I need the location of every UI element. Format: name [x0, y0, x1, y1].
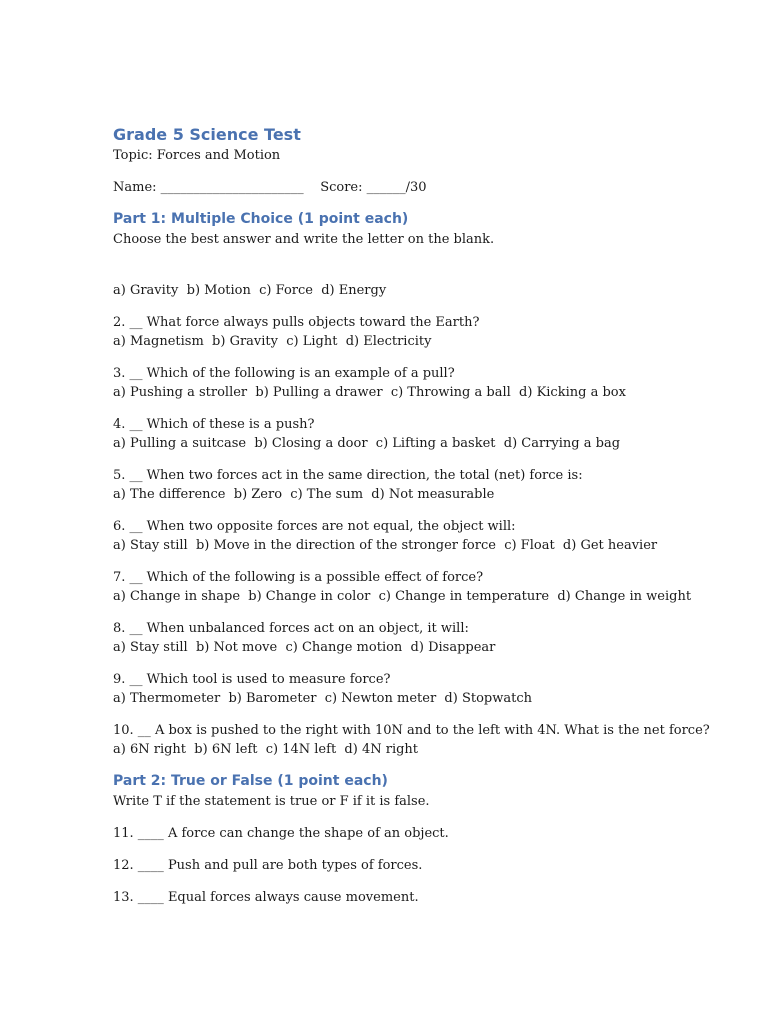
question-options: a) 6N right b) 6N left c) 14N left d) 4N right [113, 742, 419, 757]
question-4 [113, 415, 733, 453]
question-5 [113, 466, 733, 504]
part1-heading: Part 1: Multiple Choice (1 point each) [113, 211, 409, 227]
question-options: a) Pushing a stroller b) Pulling a drawer c) Throwing a ball d) Kicking a box [113, 385, 626, 400]
question-10 [113, 721, 733, 759]
name-score-line: Name: ______________________ Score: ______/30 [113, 180, 427, 195]
question-text: 4. __ Which of these is a push? [113, 417, 315, 432]
true-false-item-11: 11. ____ A force can change the shape of an object. [113, 826, 449, 841]
question-text: 3. __ Which of the following is an example of a pull? [113, 366, 455, 381]
question-options: a) Thermometer b) Barometer c) Newton meter d) Stopwatch [113, 691, 532, 706]
question-9 [113, 670, 733, 708]
question-options: a) Stay still b) Move in the direction of the stronger force c) Float d) Get heavier [113, 538, 658, 553]
true-false-item-12: 12. ____ Push and pull are both types of forces. [113, 858, 423, 873]
topic-line: Topic: Forces and Motion [113, 148, 281, 163]
test-document [113, 124, 733, 907]
part2-heading: Part 2: True or False (1 point each) [113, 773, 388, 789]
page-title: Grade 5 Science Test [113, 125, 301, 144]
question-options: a) The difference b) Zero c) The sum d) Not measurable [113, 487, 495, 502]
part1-instructions: Choose the best answer and write the letter on the blank. [113, 232, 495, 247]
question-options: a) Magnetism b) Gravity c) Light d) Electricity [113, 334, 432, 349]
question-text: 9. __ Which tool is used to measure force? [113, 672, 391, 687]
question-text: 10. __ A box is pushed to the right with 10N and to the left with 4N. What is the net force? [113, 723, 710, 738]
question-text: 2. __ What force always pulls objects toward the Earth? [113, 315, 480, 330]
true-false-item-13: 13. ____ Equal forces always cause movement. [113, 890, 419, 905]
question-8 [113, 619, 733, 657]
question-options: a) Change in shape b) Change in color c) Change in temperature d) Change in weight [113, 589, 692, 604]
question-text: 8. __ When unbalanced forces act on an object, it will: [113, 621, 469, 636]
part2-instructions: Write T if the statement is true or F if it is false. [113, 794, 430, 809]
question-options: a) Stay still b) Not move c) Change motion d) Disappear [113, 640, 496, 655]
question-1-options: a) Gravity b) Motion c) Force d) Energy [113, 283, 387, 298]
question-3 [113, 364, 733, 402]
question-text: 7. __ Which of the following is a possible effect of force? [113, 570, 484, 585]
question-2 [113, 313, 733, 351]
question-6 [113, 517, 733, 555]
question-text: 5. __ When two forces act in the same direction, the total (net) force is: [113, 468, 583, 483]
question-7 [113, 568, 733, 606]
question-text: 6. __ When two opposite forces are not equal, the object will: [113, 519, 516, 534]
question-options: a) Pulling a suitcase b) Closing a door c) Lifting a basket d) Carrying a bag [113, 436, 621, 451]
